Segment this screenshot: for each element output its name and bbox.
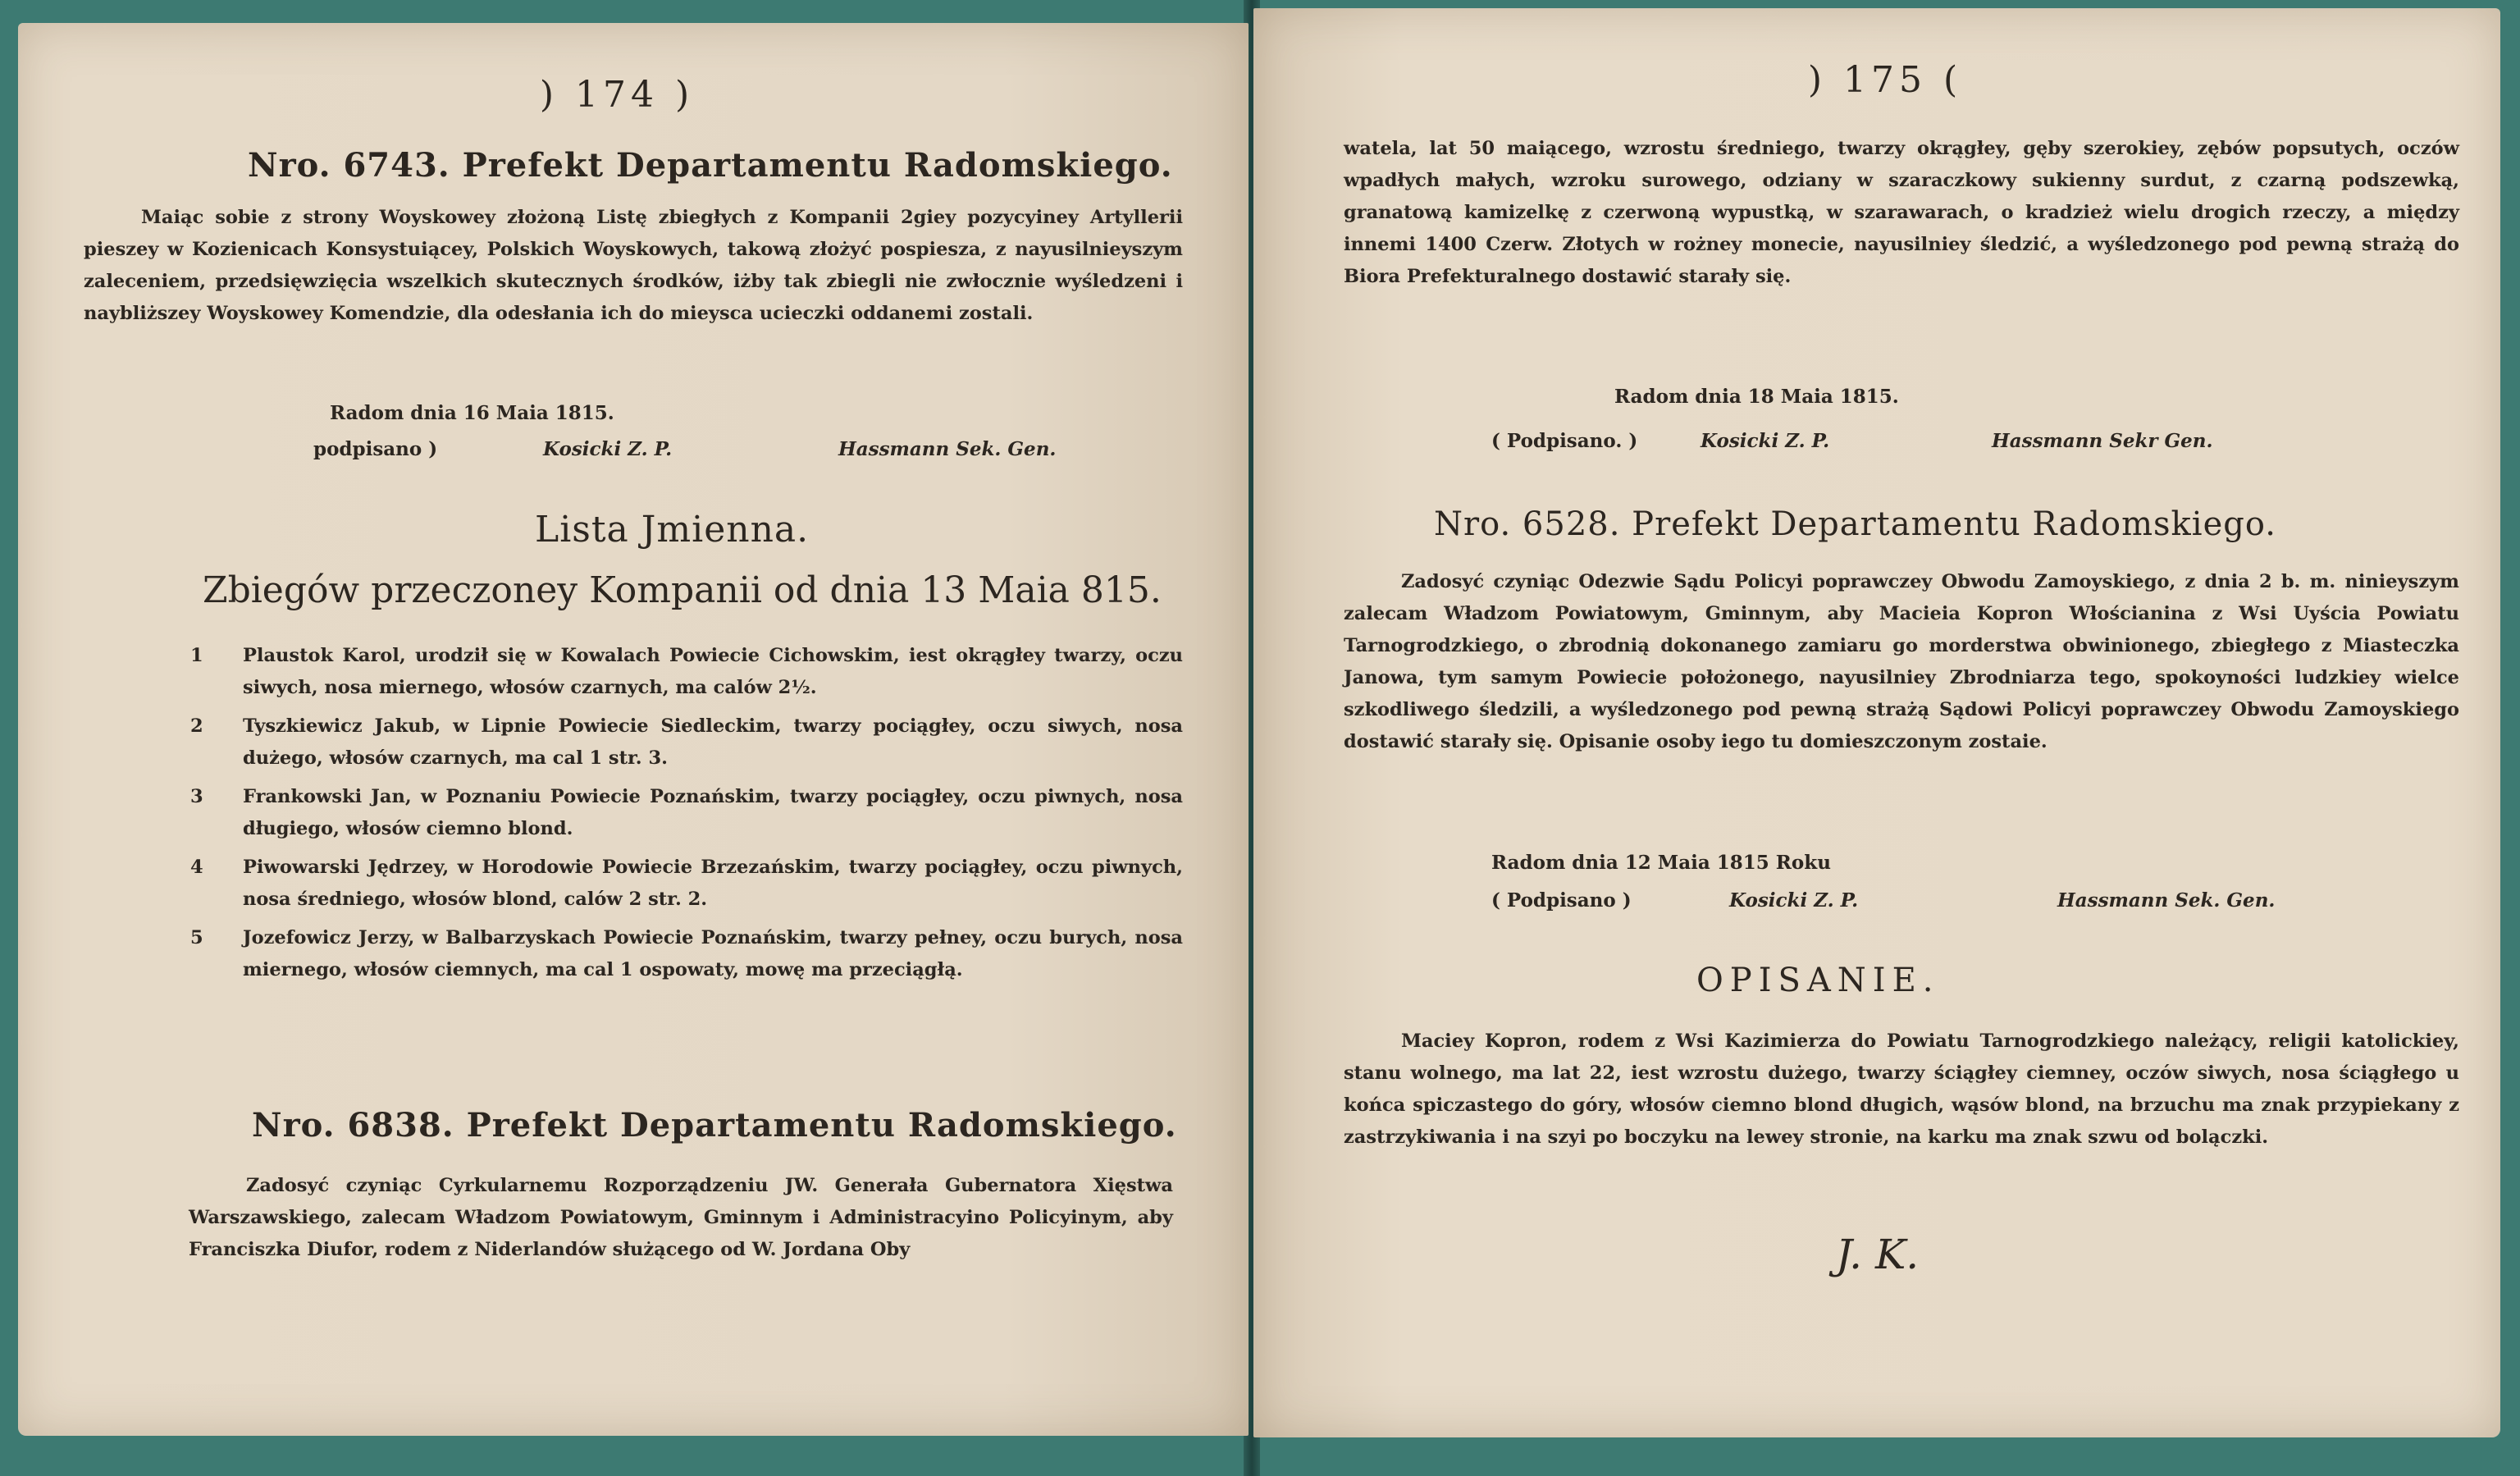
list-subtitle: Zbiegów przeczoney Kompanii od dnia 13 Maia 815. — [203, 569, 1162, 611]
notice-heading: Nro. 6838. Prefekt Departamentu Radomskiego. — [252, 1106, 1177, 1145]
signature-prefect: Kosicki Z. P. — [543, 438, 673, 460]
list-item: 4 Piwowarski Jędrzey, w Horodowie Powiecie Brzezańskim, twarzy pociągłey, oczu piwnych, nosa średniego, włosów blond, calów 2 str. 2. — [190, 857, 1183, 910]
signed-label: ( Podpisano ) — [1491, 889, 1632, 912]
notice-heading: Nro. 6743. Prefekt Departamentu Radomskiego. — [248, 146, 1173, 185]
signature-secretary: Hassmann Sek. Gen. — [838, 438, 1057, 460]
page-number: ) 175 ( — [1807, 59, 1963, 101]
list-item: 2 Tyszkiewicz Jakub, w Lipnie Powiecie Siedleckim, twarzy pociągłey, oczu siwych, nosa dużego, włosów czarnych, ma cal 1 str. 3. — [190, 715, 1183, 769]
page-number: ) 174 ) — [539, 74, 695, 116]
deserters-list — [190, 640, 1183, 986]
right-page — [1253, 8, 2500, 1437]
list-title: Lista Jmienna. — [535, 509, 810, 551]
notice-heading: Nro. 6528. Prefekt Departamentu Radomskiego. — [1434, 505, 2276, 543]
notice-body: Zadosyć czyniąc Cyrkularnemu Rozporządzeniu JW. Generała Gubernatora Xięstwa Warszawskiego, zalecam Władzom Powiatowym, Gminnym i Administracyino Policyinym, aby Franciszka Diufor, rodem z Niderlandów służącego od W. Jordana Oby — [189, 1175, 1173, 1260]
signature-prefect: Kosicki Z. P. — [1729, 889, 1859, 912]
signature-secretary: Hassmann Sekr Gen. — [1992, 430, 2213, 452]
signature-secretary: Hassmann Sek. Gen. — [2057, 889, 2276, 912]
signature-prefect: Kosicki Z. P. — [1701, 430, 1830, 452]
notice-date: Radom dnia 16 Maia 1815. — [330, 402, 614, 424]
description-body: Maciey Kopron, rodem z Wsi Kazimierza do Powiatu Tarnogrodzkiego należący, religii katolickiey, stanu wolnego, ma lat 22, iest wzrostu dużego, twarzy ściągłey ciemney, oczów siwych, nosa ściągłego u końca spiczastego do góry, włosów ciemno blond długich, wąsów blond, na brzuchu ma znak przypiekany z zastrzykiwania i na szyi po boczyku na lewey stronie, na karku ma znak szwu od bolączki. — [1344, 1030, 2459, 1148]
left-page — [18, 23, 1249, 1436]
notice-continuation: watela, lat 50 maiącego, wzrostu średniego, twarzy okrągłey, gęby szerokiey, zębów popsutych, oczów wpadłych małych, wzroku surowego, odziany w szaraczkowy sukienny surdut, z czarną podszewką, granatową kamizelkę z czerwoną wypustką, w szarawarach, o kradzież wielu drogich rzeczy, a między innemi 1400 Czerw. Złotych w rożney monecie, nayusilniey śledzić, a wyśledzonego pod pewną strażą do Biora Prefekturalnego dostawić starały się. — [1344, 138, 2459, 287]
list-item: 1 Plaustok Karol, urodził się w Kowalach Powiecie Cichowskim, iest okrągłey twarzy, oczu siwych, nosa miernego, włosów czarnych, ma calów 2½. — [190, 645, 1183, 698]
notice-date: Radom dnia 18 Maia 1815. — [1614, 386, 1899, 408]
list-item: 5 Jozefowicz Jerzy, w Balbarzyskach Powiecie Poznańskim, twarzy pełney, oczu burych, nosa miernego, włosów ciemnych, ma cal 1 ospowaty, mowę ma przeciągłą. — [190, 927, 1183, 980]
signed-label: ( Podpisano. ) — [1491, 430, 1638, 452]
end-mark: J. K. — [1836, 1231, 1920, 1278]
signed-label: podpisano ) — [313, 438, 438, 460]
description-title: OPISANIE. — [1696, 962, 1940, 999]
notice-body: Maiąc sobie z strony Woyskowey złożoną Listę zbiegłych z Kompanii 2giey pozycyiney Artyllerii pieszey w Kozienicach Konsystuiącey, Polskich Woyskowych, takową złożyć pospiesza, z nayusilnieyszym zaleceniem, przedsięwzięcia wszelkich skutecznych środków, iżby tak zbiegli nie zwłocznie wyśledzeni i naybliższey Woyskowey Komendzie, dla odesłania ich do mieysca ucieczki oddanemi zostali. — [84, 207, 1183, 324]
notice-body: Zadosyć czyniąc Odezwie Sądu Policyi poprawczey Obwodu Zamoyskiego, z dnia 2 b. m. ninieyszym zalecam Władzom Powiatowym, Gminnym, aby Macieia Kopron Włościanina z Wsi Uyścia Powiatu Tarnogrodzkiego, o zbrodnią dokonanego zamiaru go morderstwa obwinionego, zbiegłego z Miasteczka Janowa, tym samym Powiecie położonego, nayusilniey Zbrodniarza tego, spokoyności ludzkiey wielce szkodliwego śledzili, a wyśledzonego pod pewną strażą Sądowi Policyi poprawczey Obwodu Zamoyskiego dostawić starały się. Opisanie osoby iego tu domieszczonym zostaie. — [1344, 571, 2459, 752]
list-item: 3 Frankowski Jan, w Poznaniu Powiecie Poznańskim, twarzy pociągłey, oczu piwnych, nosa długiego, włosów ciemno blond. — [190, 786, 1183, 839]
notice-date: Radom dnia 12 Maia 1815 Roku — [1491, 852, 1831, 874]
